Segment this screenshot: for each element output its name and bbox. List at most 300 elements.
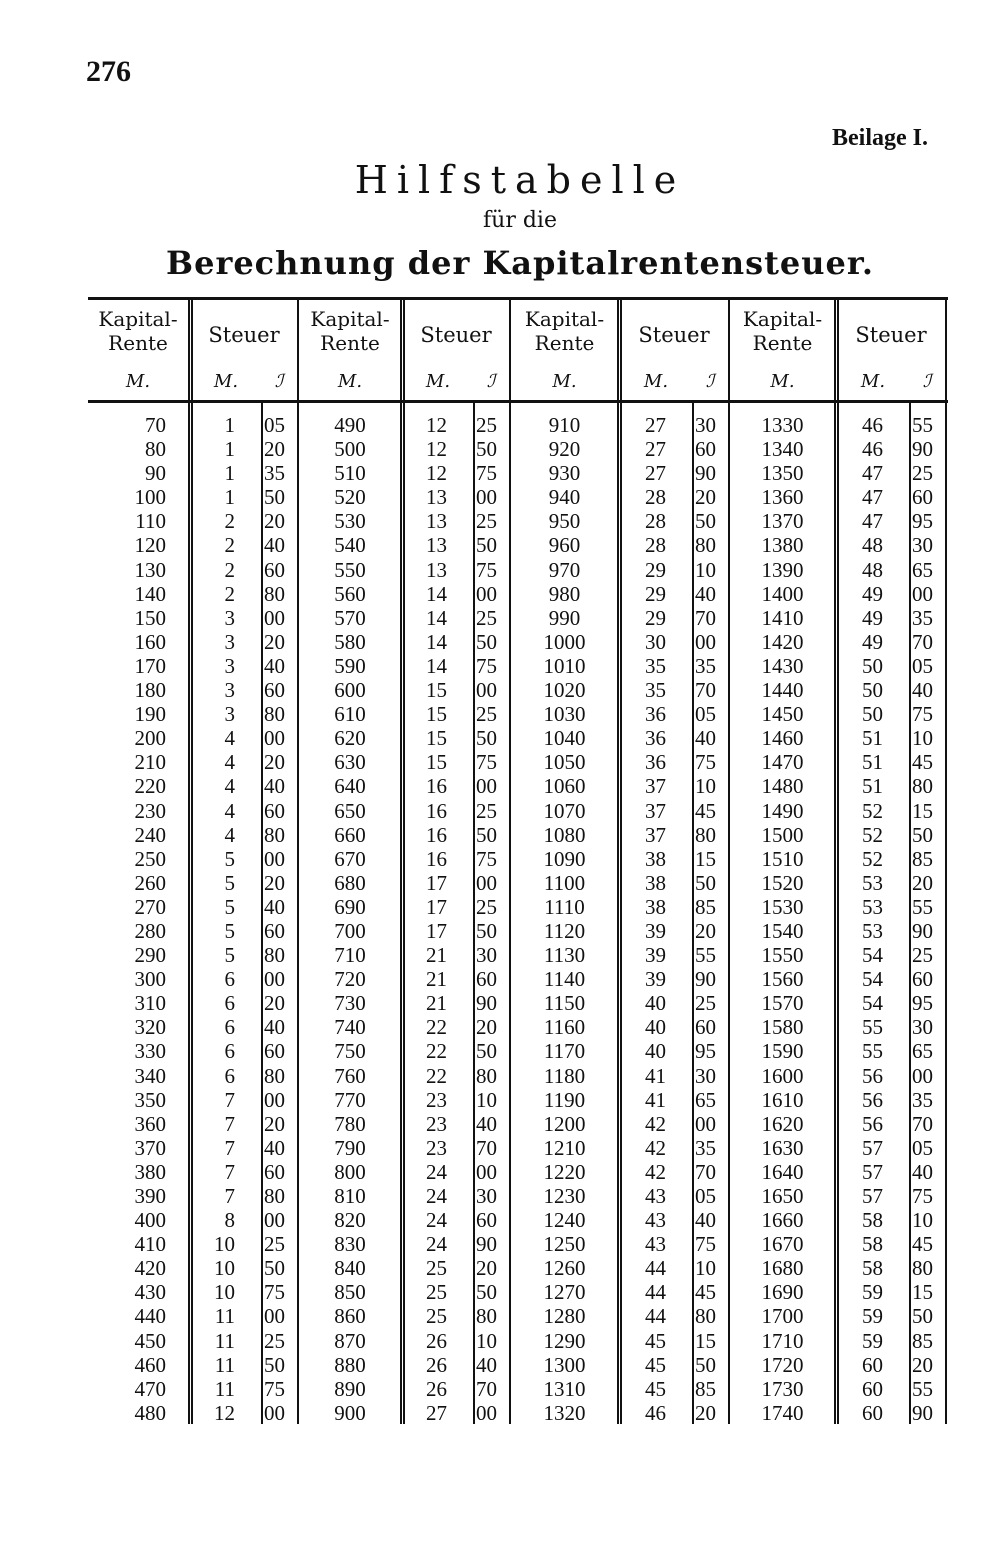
rente-cell: 1000 (543, 629, 586, 654)
unit-mark-rente: M. (552, 371, 577, 392)
rente-cell: 1590 (761, 1039, 804, 1064)
mark-cell: 38 (645, 846, 666, 871)
rente-cell: 460 (134, 1352, 166, 1377)
mark-cell: 56 (862, 1087, 883, 1112)
rente-cell: 520 (334, 485, 366, 510)
mark-cell: 1 (224, 461, 235, 486)
pfennig-cell: 30 (476, 943, 497, 968)
mark-cell: 4 (224, 822, 235, 847)
mark-cell: 54 (862, 967, 883, 992)
pfennig-cell: 20 (264, 437, 285, 462)
pfennig-cell: 00 (912, 1063, 933, 1088)
mark-cell: 25 (426, 1256, 447, 1281)
rente-cell: 1010 (543, 653, 586, 678)
mark-cell: 49 (862, 629, 883, 654)
mark-cell: 7 (224, 1159, 235, 1184)
mark-cell: 43 (645, 1184, 666, 1208)
mark-cell: 13 (426, 485, 447, 510)
rente-cell: 130 (134, 557, 166, 582)
mark-cell: 56 (862, 1063, 883, 1088)
pfennig-cell: 70 (476, 1135, 497, 1160)
rente-cell: 120 (134, 533, 166, 558)
mark-cell: 3 (224, 653, 235, 678)
pfennig-cell: 60 (264, 557, 285, 582)
pfennig-cell: 95 (695, 1039, 716, 1064)
mark-cell: 24 (426, 1232, 447, 1257)
pfennig-cell: 40 (695, 726, 716, 751)
pfennig-cell: 00 (476, 678, 497, 703)
pfennig-cell: 90 (695, 967, 716, 992)
pfennig-cell: 50 (476, 822, 497, 847)
mark-cell: 5 (224, 894, 235, 919)
mark-cell: 37 (645, 822, 666, 847)
mark-cell: 21 (426, 991, 447, 1016)
pfennig-cell: 00 (264, 605, 285, 630)
pfennig-cell: 40 (476, 1111, 497, 1136)
header-kapital-line2: Rente (108, 331, 168, 355)
unit-pfennig: ℐ (705, 371, 715, 392)
rente-cell: 640 (334, 774, 366, 799)
pfennig-cell: 00 (264, 846, 285, 871)
column-rule-g (617, 297, 619, 1424)
rente-cell: 220 (134, 774, 166, 799)
pfennig-cell: 00 (264, 726, 285, 751)
unit-pfennig: ℐ (486, 371, 496, 392)
rente-cell: 1490 (761, 798, 804, 823)
mark-cell: 7 (224, 1135, 235, 1160)
mark-cell: 6 (224, 1039, 235, 1064)
rente-column (512, 413, 617, 1425)
mark-cell: 5 (224, 943, 235, 968)
pfennig-cell: 70 (912, 1111, 933, 1136)
mark-cell: 27 (645, 461, 666, 486)
rente-cell: 900 (334, 1400, 366, 1425)
mark-cell: 47 (862, 461, 883, 486)
pfennig-cell: 25 (476, 413, 497, 437)
mark-cell: 4 (224, 798, 235, 823)
pfennig-cell: 00 (476, 581, 497, 606)
rente-cell: 280 (134, 918, 166, 943)
rente-cell: 140 (134, 581, 166, 606)
unit-mark-steuer: M. (643, 371, 669, 392)
pfennig-cell: 75 (476, 653, 497, 678)
mark-cell: 2 (224, 557, 235, 582)
rente-cell: 190 (134, 702, 166, 727)
mark-cell: 60 (862, 1352, 883, 1377)
rente-cell: 100 (134, 485, 166, 510)
rente-cell: 1440 (761, 678, 804, 703)
mark-cell: 10 (214, 1256, 235, 1281)
rente-cell: 730 (334, 991, 366, 1016)
mark-cell: 10 (214, 1280, 235, 1305)
mark-cell: 42 (645, 1111, 666, 1136)
rente-cell: 470 (134, 1376, 166, 1401)
pfennig-cell: 25 (264, 1232, 285, 1257)
rente-cell: 250 (134, 846, 166, 871)
mark-cell: 37 (645, 774, 666, 799)
rente-cell: 1030 (543, 702, 586, 727)
mark-cell: 52 (862, 846, 883, 871)
mark-cell: 27 (645, 413, 666, 437)
rente-cell: 1290 (543, 1328, 586, 1353)
rente-cell: 180 (134, 678, 166, 703)
rente-cell: 540 (334, 533, 366, 558)
rente-cell: 1090 (543, 846, 586, 871)
rente-cell: 1470 (761, 750, 804, 775)
rente-cell: 1180 (543, 1063, 586, 1088)
pfennig-cell: 10 (912, 726, 933, 751)
pfennig-cell: 40 (264, 533, 285, 558)
pfennig-cell: 40 (264, 774, 285, 799)
mark-cell: 24 (426, 1159, 447, 1184)
mark-cell: 22 (426, 1063, 447, 1088)
mark-cell: 38 (645, 894, 666, 919)
pfennig-cell: 05 (264, 413, 285, 437)
rente-cell: 1710 (761, 1328, 804, 1353)
mark-cell: 51 (862, 750, 883, 775)
mark-cell: 60 (862, 1400, 883, 1425)
pfennig-cell: 40 (264, 894, 285, 919)
rente-cell: 630 (334, 750, 366, 775)
rente-cell: 1530 (761, 894, 804, 919)
pfennig-cell: 85 (695, 1376, 716, 1401)
steuer-pfennig-column (912, 413, 946, 1425)
mark-cell: 39 (645, 918, 666, 943)
mark-cell: 54 (862, 991, 883, 1016)
pfennig-cell: 50 (476, 1280, 497, 1305)
pfennig-cell: 20 (476, 1015, 497, 1040)
rente-cell: 840 (334, 1256, 366, 1281)
rente-cell: 770 (334, 1087, 366, 1112)
mark-cell: 36 (645, 750, 666, 775)
pfennig-cell: 80 (264, 1063, 285, 1088)
mark-cell: 57 (862, 1135, 883, 1160)
steuer-pfennig-column (264, 413, 298, 1425)
mark-cell: 15 (426, 726, 447, 751)
mark-cell: 39 (645, 967, 666, 992)
header-steuer: Steuer (208, 323, 280, 347)
rente-cell: 1320 (543, 1400, 586, 1425)
pfennig-cell: 20 (264, 1111, 285, 1136)
mark-cell: 26 (426, 1352, 447, 1377)
pfennig-cell: 15 (912, 1280, 933, 1305)
steuer-mark-column (837, 413, 883, 1425)
steuer-pfennig-column (476, 413, 510, 1425)
pfennig-cell: 50 (912, 1304, 933, 1329)
mark-cell: 43 (645, 1208, 666, 1233)
pfennig-cell: 50 (695, 1352, 716, 1377)
mark-cell: 3 (224, 629, 235, 654)
pfennig-cell: 60 (912, 485, 933, 510)
pfennig-cell: 75 (912, 702, 933, 727)
mark-cell: 40 (645, 991, 666, 1016)
mark-cell: 46 (862, 437, 883, 462)
rente-cell: 1720 (761, 1352, 804, 1377)
rente-cell: 1480 (761, 774, 804, 799)
rente-cell: 750 (334, 1039, 366, 1064)
rente-cell: 1640 (761, 1159, 804, 1184)
rente-cell: 1600 (761, 1063, 804, 1088)
rente-cell: 550 (334, 557, 366, 582)
rente-cell: 1520 (761, 870, 804, 895)
mark-cell: 27 (645, 437, 666, 462)
pfennig-cell: 00 (476, 774, 497, 799)
mark-cell: 45 (645, 1376, 666, 1401)
page-heading: Berechnung der Kapitalrentensteuer. (166, 244, 874, 282)
mark-cell: 38 (645, 870, 666, 895)
pfennig-cell: 05 (912, 1135, 933, 1160)
mark-cell: 16 (426, 798, 447, 823)
rente-cell: 150 (134, 605, 166, 630)
pfennig-cell: 80 (695, 533, 716, 558)
rente-cell: 400 (134, 1208, 166, 1233)
pfennig-cell: 50 (264, 485, 285, 510)
mark-cell: 2 (224, 509, 235, 534)
pfennig-cell: 25 (476, 894, 497, 919)
pfennig-cell: 55 (912, 894, 933, 919)
rente-cell: 1020 (543, 678, 586, 703)
pfennig-cell: 40 (264, 1015, 285, 1040)
mark-cell: 35 (645, 653, 666, 678)
pfennig-cell: 80 (695, 1304, 716, 1329)
mark-cell: 60 (862, 1376, 883, 1401)
mark-cell: 3 (224, 605, 235, 630)
mark-cell: 53 (862, 918, 883, 943)
mark-cell: 14 (426, 653, 447, 678)
mark-cell: 25 (426, 1304, 447, 1329)
rente-cell: 510 (334, 461, 366, 486)
pfennig-cell: 45 (912, 1232, 933, 1257)
pfennig-cell: 95 (912, 509, 933, 534)
pfennig-cell: 45 (695, 798, 716, 823)
mark-cell: 3 (224, 678, 235, 703)
header-kapital-line1: Kapital- (524, 307, 605, 331)
pfennig-cell: 85 (912, 846, 933, 871)
pfennig-cell: 65 (912, 557, 933, 582)
mark-cell: 8 (224, 1208, 235, 1233)
rente-cell: 1400 (761, 581, 804, 606)
pfennig-cell: 80 (264, 702, 285, 727)
pfennig-cell: 20 (264, 991, 285, 1016)
rente-cell: 910 (548, 413, 581, 437)
mark-cell: 7 (224, 1087, 235, 1112)
mark-cell: 41 (645, 1087, 666, 1112)
rente-cell: 610 (334, 702, 366, 727)
rente-cell: 1260 (543, 1256, 586, 1281)
mark-cell: 46 (645, 1400, 666, 1425)
pfennig-cell: 80 (264, 822, 285, 847)
rente-cell: 1550 (761, 943, 804, 968)
mark-cell: 50 (862, 653, 883, 678)
mark-cell: 30 (645, 629, 666, 654)
pfennig-cell: 75 (476, 846, 497, 871)
rente-cell: 870 (334, 1328, 366, 1353)
rente-cell: 320 (134, 1015, 166, 1040)
pfennig-cell: 50 (264, 1256, 285, 1281)
pfennig-rule (692, 403, 694, 1424)
mark-cell: 13 (426, 533, 447, 558)
pfennig-cell: 00 (264, 1400, 285, 1425)
rente-cell: 1410 (761, 605, 804, 630)
rente-cell: 480 (134, 1400, 166, 1425)
table-top-rule (88, 297, 948, 300)
rente-cell: 1730 (761, 1376, 804, 1401)
mark-cell: 11 (214, 1304, 235, 1329)
pfennig-cell: 25 (912, 943, 933, 968)
pfennig-cell: 70 (912, 629, 933, 654)
pfennig-cell: 00 (476, 485, 497, 510)
rente-cell: 390 (134, 1184, 166, 1208)
mark-cell: 37 (645, 798, 666, 823)
rente-cell: 660 (334, 822, 366, 847)
mark-cell: 26 (426, 1328, 447, 1353)
pfennig-cell: 05 (695, 1184, 716, 1208)
pfennig-cell: 25 (912, 461, 933, 486)
rente-cell: 890 (334, 1376, 366, 1401)
pfennig-cell: 80 (264, 943, 285, 968)
mark-cell: 1 (224, 413, 235, 437)
mark-cell: 5 (224, 918, 235, 943)
rente-cell: 1670 (761, 1232, 804, 1257)
pfennig-cell: 20 (476, 1256, 497, 1281)
header-kapital-line1: Kapital- (742, 307, 823, 331)
pfennig-cell: 25 (476, 509, 497, 534)
pfennig-cell: 60 (264, 918, 285, 943)
mark-cell: 10 (214, 1232, 235, 1257)
pfennig-cell: 65 (912, 1039, 933, 1064)
mark-cell: 50 (862, 678, 883, 703)
mark-cell: 23 (426, 1135, 447, 1160)
rente-cell: 380 (134, 1159, 166, 1184)
pfennig-cell: 30 (695, 413, 716, 437)
mark-cell: 49 (862, 581, 883, 606)
pfennig-cell: 50 (695, 509, 716, 534)
rente-cell: 1300 (543, 1352, 586, 1377)
mark-cell: 26 (426, 1376, 447, 1401)
rente-cell: 590 (334, 653, 366, 678)
rente-cell: 960 (548, 533, 581, 558)
pfennig-cell: 20 (695, 485, 716, 510)
mark-cell: 13 (426, 509, 447, 534)
header-kapital-line2: Rente (534, 331, 595, 355)
pfennig-cell: 35 (695, 653, 716, 678)
steuer-mark-column (620, 413, 666, 1425)
mark-cell: 58 (862, 1232, 883, 1257)
pfennig-cell: 45 (912, 750, 933, 775)
rente-cell: 810 (334, 1184, 366, 1208)
header-kapital-rente (512, 307, 617, 355)
pfennig-cell: 60 (476, 1208, 497, 1233)
rente-cell: 260 (134, 870, 166, 895)
pfennig-rule (261, 403, 263, 1424)
mark-cell: 49 (862, 605, 883, 630)
mark-cell: 28 (645, 533, 666, 558)
pfennig-cell: 20 (264, 509, 285, 534)
page-title: Hilfstabelle (354, 158, 686, 202)
rente-cell: 680 (334, 870, 366, 895)
rente-cell: 1740 (761, 1400, 804, 1425)
rente-cell: 780 (334, 1111, 366, 1136)
rente-column (88, 413, 166, 1425)
mark-cell: 44 (645, 1256, 666, 1281)
pfennig-cell: 05 (912, 653, 933, 678)
pfennig-cell: 25 (476, 605, 497, 630)
mark-cell: 40 (645, 1015, 666, 1040)
rente-cell: 1370 (761, 509, 804, 534)
mark-cell: 44 (645, 1280, 666, 1305)
pfennig-cell: 60 (264, 1159, 285, 1184)
rente-cell: 690 (334, 894, 366, 919)
rente-cell: 1150 (543, 991, 586, 1016)
pfennig-cell: 10 (476, 1087, 497, 1112)
pfennig-cell: 10 (695, 557, 716, 582)
rente-cell: 500 (334, 437, 366, 462)
mark-cell: 16 (426, 846, 447, 871)
mark-cell: 55 (862, 1039, 883, 1064)
rente-cell: 1350 (761, 461, 804, 486)
rente-cell: 1230 (543, 1184, 586, 1208)
rente-cell: 1250 (543, 1232, 586, 1257)
pfennig-cell: 50 (476, 629, 497, 654)
rente-cell: 90 (145, 461, 166, 486)
rente-cell: 580 (334, 629, 366, 654)
rente-cell: 1200 (543, 1111, 586, 1136)
pfennig-cell: 30 (695, 1063, 716, 1088)
unit-mark-steuer: M. (860, 371, 886, 392)
rente-cell: 1650 (761, 1184, 804, 1208)
rente-cell: 1080 (543, 822, 586, 847)
mark-cell: 5 (224, 870, 235, 895)
mark-cell: 39 (645, 943, 666, 968)
mark-cell: 51 (862, 726, 883, 751)
pfennig-cell: 15 (695, 1328, 716, 1353)
rente-cell: 230 (134, 798, 166, 823)
header-kapital-rente (731, 307, 834, 355)
pfennig-cell: 00 (264, 967, 285, 992)
pfennig-cell: 90 (695, 461, 716, 486)
pfennig-rule (909, 403, 911, 1424)
rente-cell: 950 (548, 509, 581, 534)
pfennig-cell: 00 (476, 870, 497, 895)
pfennig-cell: 95 (912, 991, 933, 1016)
rente-cell: 830 (334, 1232, 366, 1257)
rente-cell: 310 (134, 991, 166, 1016)
mark-cell: 47 (862, 509, 883, 534)
rente-cell: 800 (334, 1159, 366, 1184)
pfennig-cell: 80 (912, 1256, 933, 1281)
pfennig-cell: 80 (912, 774, 933, 799)
pfennig-cell: 40 (695, 581, 716, 606)
rente-cell: 1140 (543, 967, 586, 992)
pfennig-cell: 70 (695, 1159, 716, 1184)
rente-cell: 990 (548, 605, 581, 630)
pfennig-cell: 10 (912, 1208, 933, 1233)
rente-cell: 920 (548, 437, 581, 462)
pfennig-cell: 75 (476, 750, 497, 775)
rente-cell: 240 (134, 822, 166, 847)
rente-cell: 110 (135, 509, 166, 534)
rente-cell: 450 (134, 1328, 166, 1353)
steuer-pfennig-column (695, 413, 729, 1425)
pfennig-cell: 50 (264, 1352, 285, 1377)
mark-cell: 58 (862, 1208, 883, 1233)
pfennig-cell: 45 (695, 1280, 716, 1305)
mark-cell: 12 (426, 413, 447, 437)
steuer-mark-column (191, 413, 235, 1425)
pfennig-cell: 80 (476, 1063, 497, 1088)
rente-cell: 1610 (761, 1087, 804, 1112)
column-rule-a (188, 297, 190, 1424)
